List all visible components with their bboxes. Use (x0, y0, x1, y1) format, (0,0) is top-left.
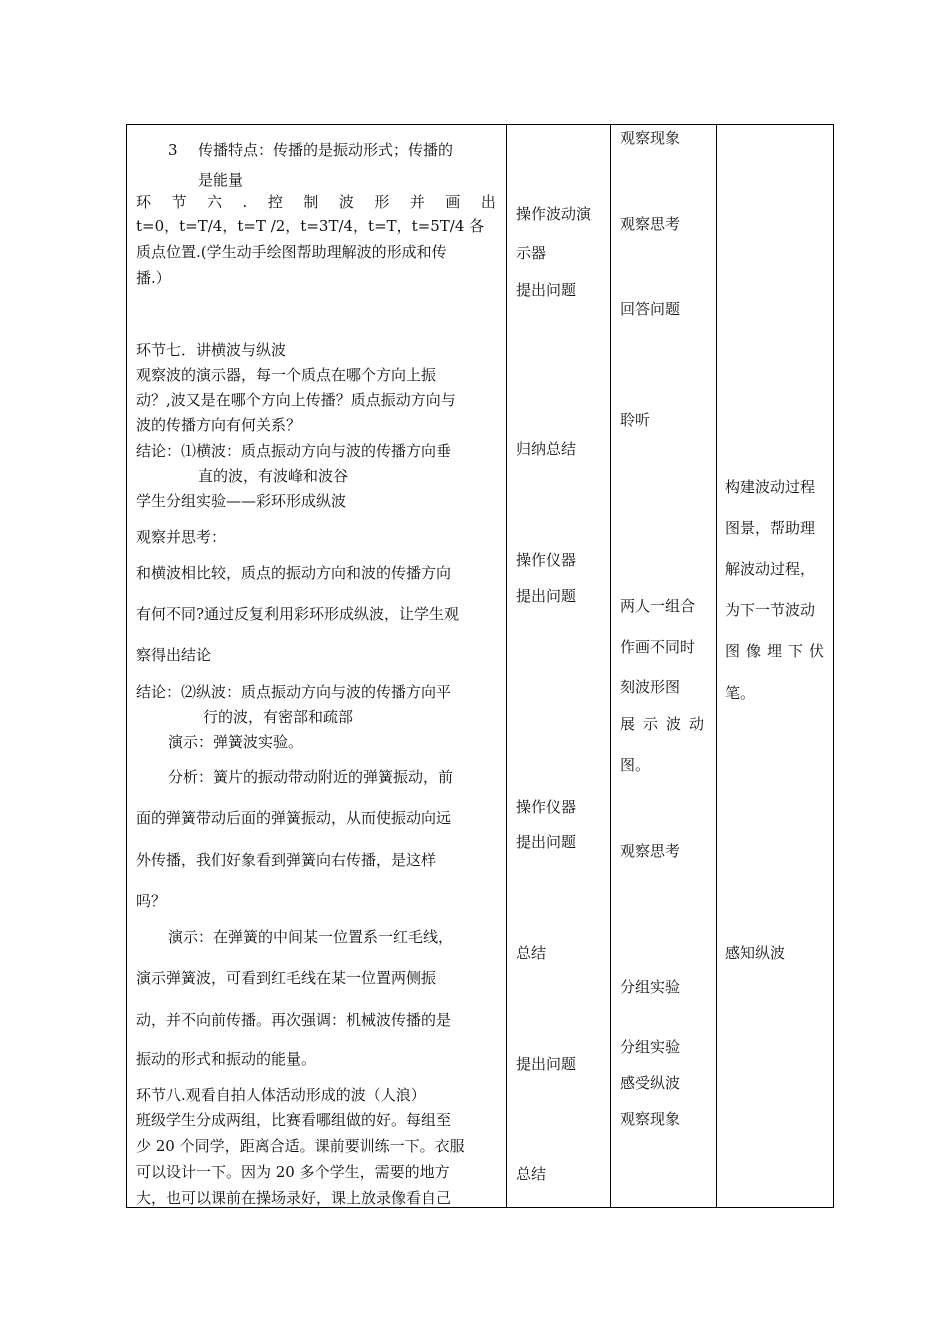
text-line: 振动的形式和振动的能量。 (136, 1050, 317, 1068)
section-seven-heading: 环节七．讲横波与纵波 (136, 341, 287, 359)
text-line: 感受纵波 (620, 1074, 681, 1092)
text-line: 聆听 (620, 411, 651, 429)
text-line: 提出问题 (516, 1055, 577, 1073)
heading-char: 出 (480, 193, 496, 211)
heading-char: . (242, 193, 248, 211)
text-line: 刻波形图 (620, 678, 681, 696)
text-line: 察得出结论 (136, 646, 212, 664)
text-line: 笔。 (725, 684, 756, 702)
text-line: 总结 (516, 944, 547, 962)
text-line: 提出问题 (516, 587, 577, 605)
heading-char: 环 (136, 193, 152, 211)
section-eight-heading: 环节八.观看自拍人体活动形成的波（人浪） (136, 1086, 426, 1104)
text-line: 观察波的演示器，每一个质点在哪个方向上振 (136, 366, 437, 384)
text-line: 操作仪器 (516, 798, 577, 816)
text-line: 质点位置.(学生动手绘图帮助理解波的形成和传 (136, 243, 447, 261)
text-line: 结论：⑵纵波：质点振动方向与波的传播方向平 (136, 683, 452, 701)
text-line: 观察思考 (620, 842, 681, 860)
text-line: 展示波动 (620, 715, 713, 733)
text-line: 行的波，有密部和疏部 (203, 708, 354, 726)
text-line: 观察现象 (620, 1110, 681, 1128)
text-line: 回答问题 (620, 300, 681, 318)
column-divider-1 (506, 125, 507, 1207)
text-line: 直的波，有波峰和波谷 (198, 467, 349, 485)
column-divider-3 (716, 125, 717, 1207)
point-number: 3 (168, 141, 178, 159)
text-line: 解波动过程， (725, 560, 816, 578)
text-line: 波的传播方向有何关系？ (136, 416, 302, 434)
text-line: 演示弹簧波，可看到红毛线在某一位置两侧振 (136, 969, 437, 987)
heading-char: 画 (445, 193, 461, 211)
section-six-heading (136, 192, 496, 212)
text-line: 构建波动过程 (725, 478, 816, 496)
text-line: 演示：在弹簧的中间某一位置系一红毛线， (168, 928, 454, 946)
text-line: 分组实验 (620, 978, 681, 996)
lesson-plan-table (126, 124, 834, 1208)
text-line: 分组实验 (620, 1038, 681, 1056)
text-line: 两人一组合 (620, 597, 696, 615)
text-line: 示器 (516, 244, 547, 262)
heading-char: 形 (374, 193, 390, 211)
text-line: 演示：弹簧波实验。 (168, 733, 304, 751)
text-line: 分析：簧片的振动带动附近的弹簧振动，前 (168, 768, 454, 786)
text-line: 总结 (516, 1165, 547, 1183)
text-line: 学生分组实验——彩环形成纵波 (136, 492, 347, 510)
text-line: 归纳总结 (516, 440, 577, 458)
text-line: 和横波相比较，质点的振动方向和波的传播方向 (136, 564, 452, 582)
column-divider-2 (610, 125, 611, 1207)
text-line: 图。 (620, 756, 651, 774)
heading-char: 波 (338, 193, 354, 211)
heading-char: 六 (207, 193, 223, 211)
text-line: 观察现象 (620, 129, 681, 147)
text-line: 是能量 (198, 171, 244, 189)
text-line: 图像埋下伏 (725, 642, 831, 660)
text-line: 有何不同?通过反复利用彩环形成纵波，让学生观 (136, 605, 460, 623)
text-line: 可以设计一下。因为 20 多个学生，需要的地方 (136, 1163, 450, 1181)
text-line: 动？,波又是在哪个方向上传播？质点振动方向与 (136, 391, 456, 409)
text-line: 为下一节波动 (725, 601, 816, 619)
text-line: 观察思考 (620, 215, 681, 233)
text-line: 班级学生分成两组，比赛看哪组做的好。每组至 (136, 1111, 452, 1129)
text-line: 作画不同时 (620, 638, 696, 656)
heading-char: 并 (409, 193, 425, 211)
text-line: 面的弹簧带动后面的弹簧振动，从而使振动向远 (136, 809, 452, 827)
text-line: 吗？ (136, 892, 167, 910)
text-line: 播.） (136, 269, 171, 287)
text-line: t=0，t=T/4，t=T /2，t=3T/4，t=T，t=5T/4 各 (136, 217, 485, 235)
text-line: 外传播，我们好象看到弹簧向右传播，是这样 (136, 851, 437, 869)
heading-char: 节 (171, 193, 187, 211)
text-line: 操作仪器 (516, 551, 577, 569)
text-line: 观察并思考： (136, 528, 227, 546)
text-line: 提出问题 (516, 281, 577, 299)
text-line: 图景，帮助理 (725, 519, 816, 537)
text-line: 动，并不向前传播。再次强调：机械波传播的是 (136, 1011, 452, 1029)
text-line: 传播特点：传播的是振动形式；传播的 (198, 141, 454, 159)
text-line: 结论：⑴横波：质点振动方向与波的传播方向垂 (136, 442, 452, 460)
text-line: 大，也可以课前在操场录好，课上放录像看自己 (136, 1189, 452, 1207)
text-line: 感知纵波 (725, 944, 786, 962)
heading-char: 制 (303, 193, 319, 211)
text-line: 少 20 个同学，距离合适。课前要训练一下。衣服 (136, 1137, 465, 1155)
text-line: 操作波动演 (516, 205, 592, 223)
text-line: 提出问题 (516, 833, 577, 851)
heading-char: 控 (267, 193, 283, 211)
